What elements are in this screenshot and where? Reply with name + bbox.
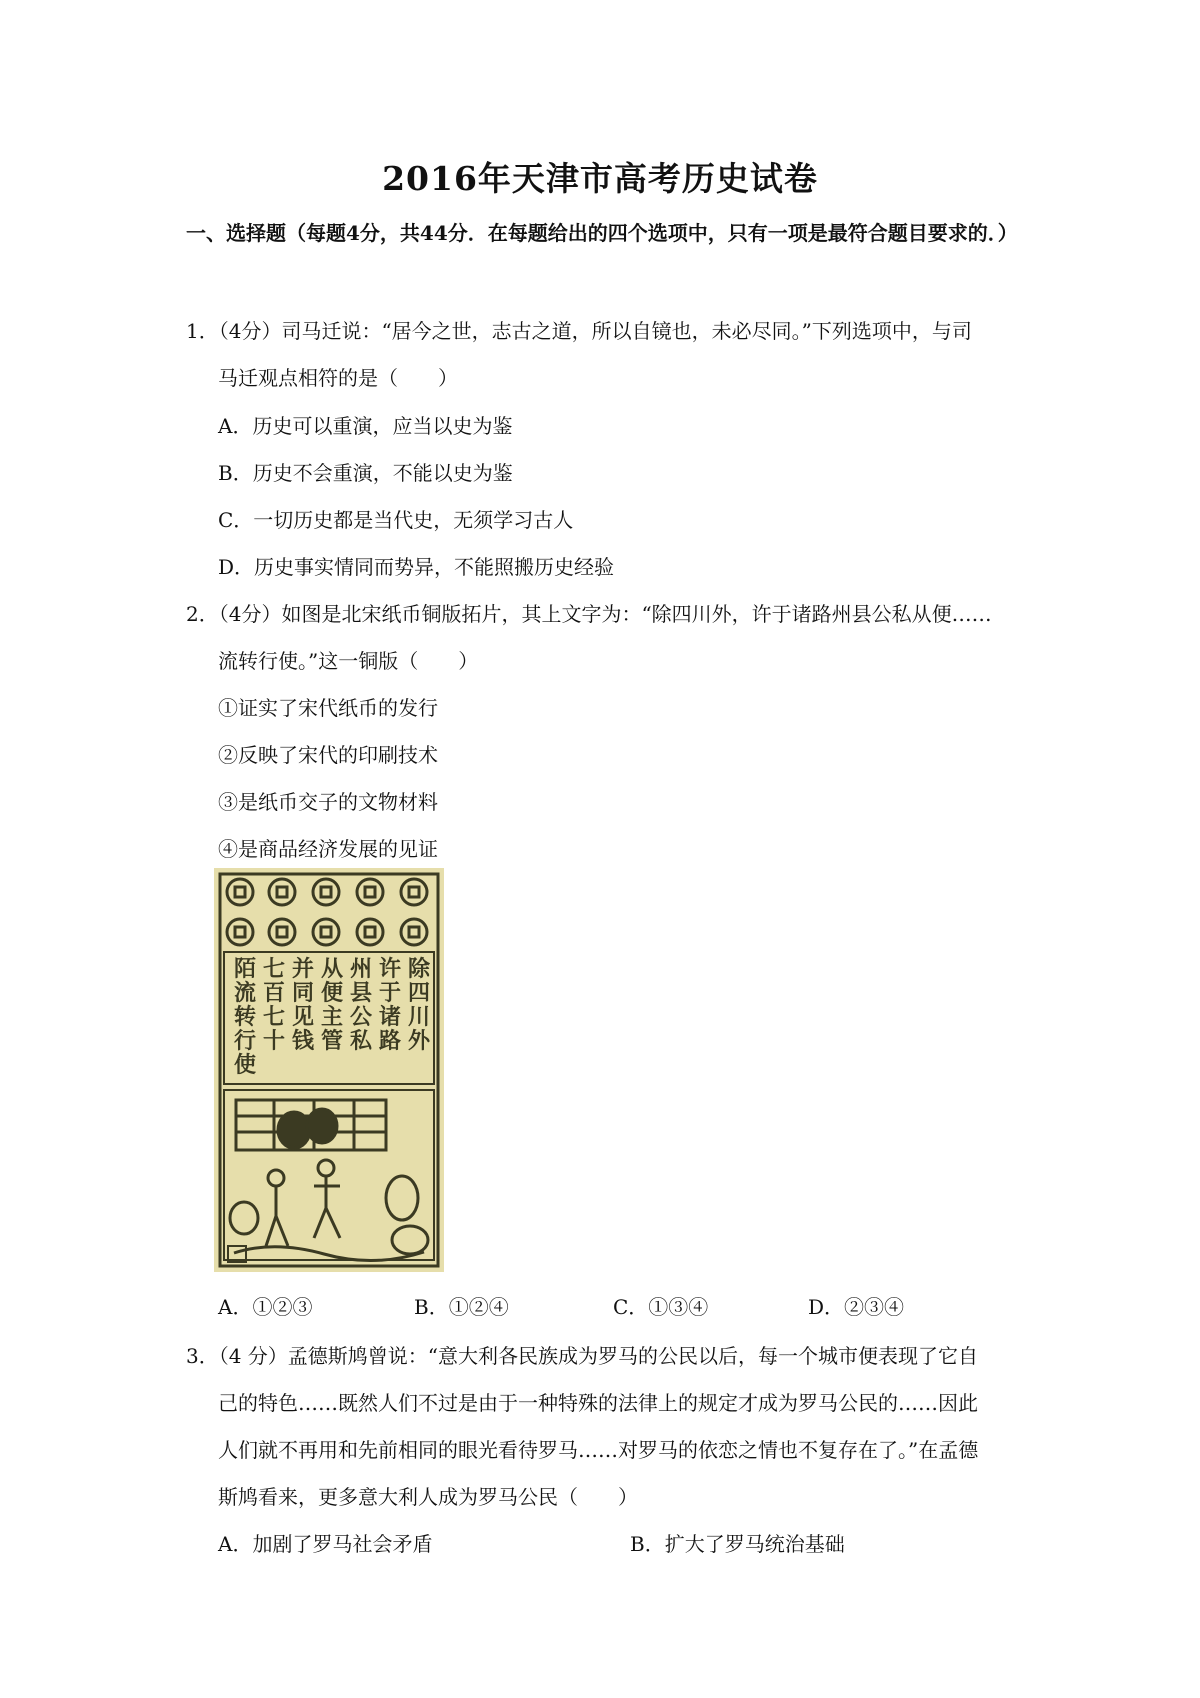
inscription-glyph: 主 (320, 1004, 344, 1030)
question-3-stem-line-4: 斯鸠看来，更多意大利人成为罗马公民（ ） (218, 1485, 638, 1509)
question-1-option-b: B．历史不会重演，不能以史为鉴 (218, 461, 513, 485)
question-2-option-d: D．②③④ (808, 1295, 905, 1319)
inscription-glyph: 私 (349, 1028, 373, 1054)
inscription-glyph: 川 (407, 1004, 431, 1030)
inscription-glyph: 外 (407, 1028, 431, 1054)
inscription-glyph: 并 (291, 956, 315, 982)
song-banknote-plate-rubbing (214, 868, 444, 1272)
inscription-glyph: 于 (378, 980, 402, 1006)
question-1-stem-line-2: 马迁观点相符的是（ ） (218, 366, 458, 390)
inscription-glyph: 行 (233, 1028, 257, 1054)
inscription-glyph: 百 (262, 980, 286, 1006)
inscription-glyph: 许 (378, 956, 402, 982)
inscription-glyph: 便 (320, 980, 344, 1006)
question-3-option-a: A．加剧了罗马社会矛盾 (218, 1532, 433, 1556)
inscription-glyph: 除 (407, 956, 431, 982)
inscription-glyph: 州 (349, 956, 373, 982)
inscription-glyph: 见 (291, 1004, 315, 1030)
inscription-glyph: 七 (262, 1004, 286, 1030)
inscription-glyph: 使 (233, 1052, 257, 1078)
inscription-glyph: 流 (233, 980, 257, 1006)
question-1-option-c: C．一切历史都是当代史，无须学习古人 (218, 508, 574, 532)
section-heading: 一、选择题（每题4分，共44分．在每题给出的四个选项中，只有一项是最符合题目要求的．） (186, 221, 1018, 245)
inscription-glyph: 四 (407, 980, 431, 1006)
inscription-glyph: 管 (320, 1028, 344, 1054)
inscription-glyph: 路 (378, 1028, 402, 1054)
question-3-stem-line-1: 3．（4 分）孟德斯鸠曾说：“意大利各民族成为罗马的公民以后，每一个城市便表现了它自 (186, 1344, 979, 1368)
inscription-glyph: 县 (349, 980, 373, 1006)
inscription-glyph: 从 (320, 956, 344, 982)
question-3-stem-line-2: 己的特色……既然人们不过是由于一种特殊的法律上的规定才成为罗马公民的……因此 (218, 1391, 978, 1415)
question-2-option-b: B．①②④ (414, 1295, 509, 1319)
question-2-statement-4: ④是商品经济发展的见证 (218, 837, 438, 861)
inscription-glyph: 同 (291, 980, 315, 1006)
question-3-stem-line-3: 人们就不再用和先前相同的眼光看待罗马……对罗马的依恋之情也不复存在了。”在孟德 (218, 1438, 979, 1462)
question-2-stem-line-2: 流转行使。”这一铜版（ ） (218, 649, 479, 673)
inscription-glyph: 陌 (233, 956, 257, 982)
inscription-glyph: 钱 (291, 1028, 315, 1054)
question-2-statement-3: ③是纸币交子的文物材料 (218, 790, 438, 814)
exam-title: 2016年天津市高考历史试卷 (382, 159, 818, 198)
inscription-glyph: 诸 (378, 1004, 402, 1030)
question-1-option-d: D．历史事实情同而势异，不能照搬历史经验 (218, 555, 615, 579)
question-1-option-a: A．历史可以重演，应当以史为鉴 (218, 414, 513, 438)
question-1-stem-line-1: 1．（4分）司马迁说：“居今之世，志古之道，所以自镜也，未必尽同。”下列选项中，与司 (186, 319, 972, 343)
inscription-glyph: 转 (233, 1004, 257, 1030)
question-2-statement-2: ②反映了宋代的印刷技术 (218, 743, 438, 767)
question-3-option-b: B．扩大了罗马统治基础 (630, 1532, 845, 1556)
question-2-option-a: A．①②③ (218, 1295, 313, 1319)
inscription-glyph: 公 (349, 1004, 373, 1030)
question-2-option-c: C．①③④ (613, 1295, 709, 1319)
question-2-stem-line-1: 2．（4分）如图是北宋纸币铜版拓片，其上文字为：“除四川外，许于诸路州县公私从便…… (186, 602, 992, 626)
inscription-glyph: 十 (262, 1028, 286, 1054)
question-2-statement-1: ①证实了宋代纸币的发行 (218, 696, 438, 720)
inscription-glyph: 七 (262, 956, 286, 982)
